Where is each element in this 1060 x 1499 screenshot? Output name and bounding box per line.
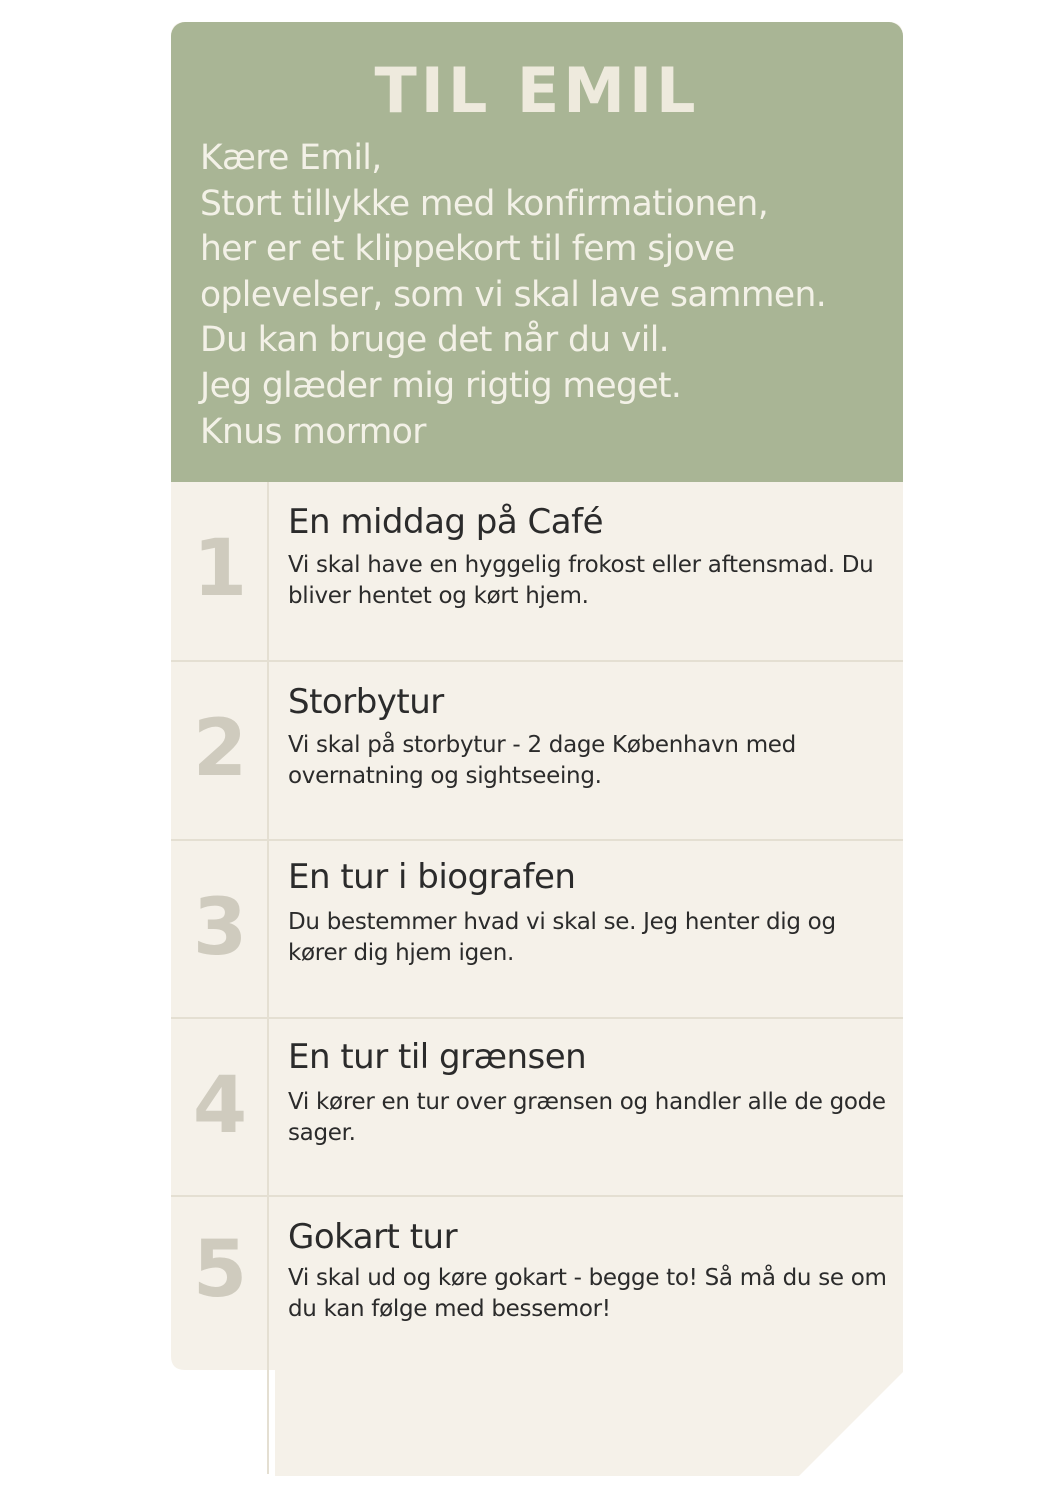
card-header	[171, 22, 903, 482]
message-line: Kære Emil,	[200, 138, 382, 178]
card-title: TIL EMIL	[374, 54, 700, 127]
klippekort-card	[171, 22, 903, 1476]
message-line: her er et klippekort til fem sjove	[200, 229, 735, 269]
message-line: Stort tillykke med konfirmationen,	[200, 183, 769, 224]
item-description: Du bestemmer hvad vi skal se. Jeg henter dig og kører dig hjem igen.	[288, 909, 836, 966]
greeting-message	[200, 136, 890, 409]
signature: Knus mormor	[200, 412, 426, 452]
item-number: 3	[192, 883, 248, 973]
item-description: Vi skal på storbytur - 2 dage København med overnatning og sightseeing.	[288, 732, 796, 789]
message-line: oplevelser, som vi skal lave sammen.	[200, 274, 827, 315]
item-number: 1	[192, 524, 248, 614]
item-description: Vi skal have en hyggelig frokost eller aftensmad. Du bliver hentet og kørt hjem.	[288, 552, 874, 609]
voucher-item-2	[171, 662, 903, 840]
item-title: En middag på Café	[288, 502, 603, 542]
item-title: Gokart tur	[288, 1217, 458, 1257]
message-line: Du kan bruge det når du vil.	[200, 320, 670, 360]
item-number: 2	[192, 704, 248, 794]
item-description: Vi skal ud og køre gokart - begge to! Så må du se om du kan følge med bessemor!	[288, 1265, 887, 1322]
item-number: 4	[192, 1061, 248, 1151]
message-line: Jeg glæder mig rigtig meget.	[200, 365, 682, 406]
item-title: En tur i biografen	[288, 857, 576, 897]
voucher-item-4	[171, 1019, 903, 1197]
item-title: Storbytur	[288, 682, 444, 722]
voucher-item-3	[171, 841, 903, 1019]
item-number: 5	[192, 1225, 248, 1315]
item-description: Vi kører en tur over grænsen og handler alle de gode sager.	[288, 1089, 886, 1146]
voucher-item-5	[171, 1197, 903, 1375]
voucher-item-1	[171, 482, 903, 660]
item-title: En tur til grænsen	[288, 1037, 587, 1077]
